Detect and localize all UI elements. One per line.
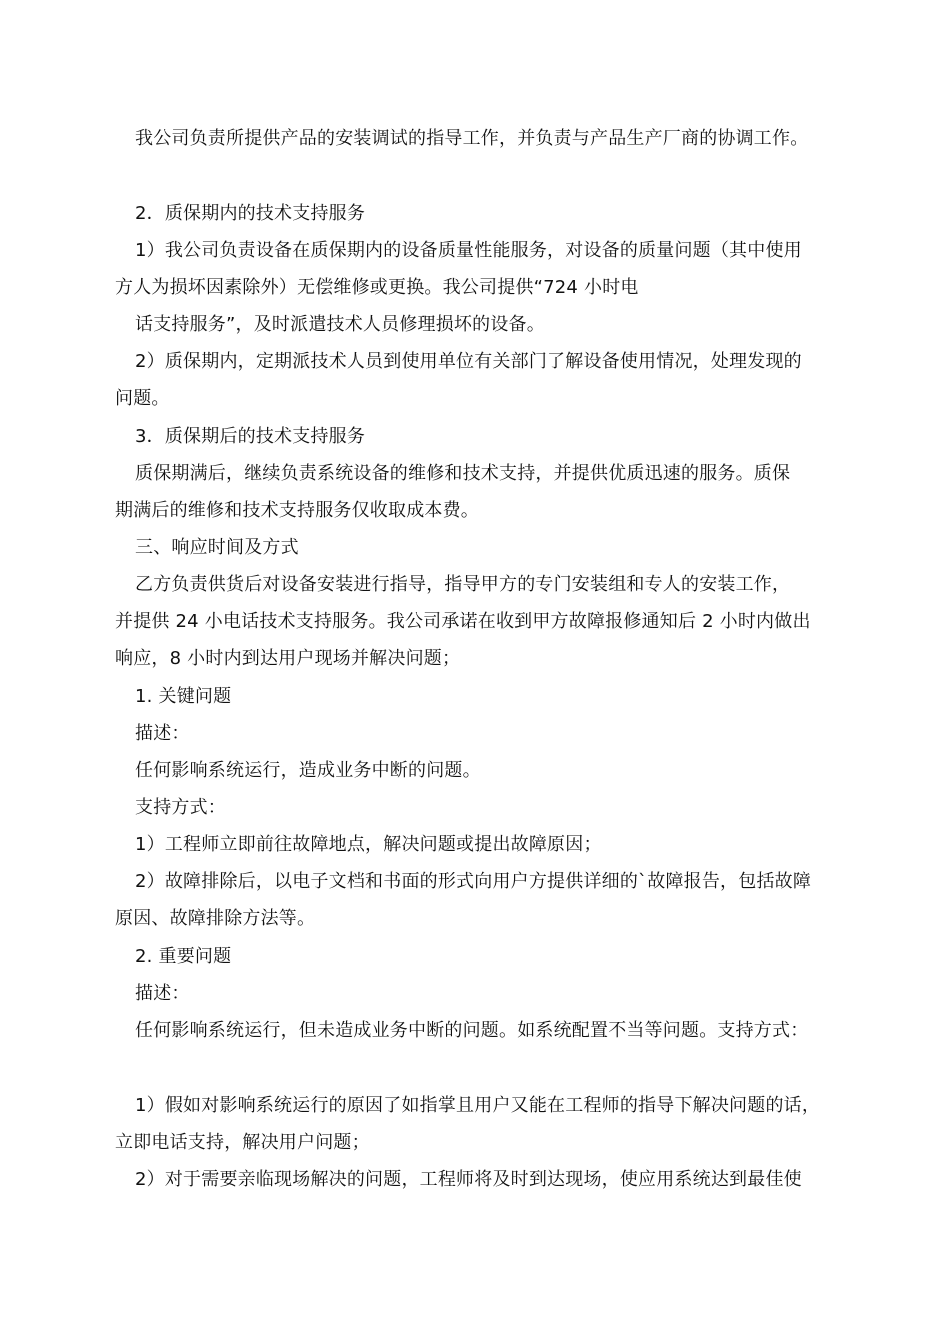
paragraph-line: 描述： [135,723,190,744]
paragraph-line: 2）对于需要亲临现场解决的问题，工程师将及时到达现场，使应用系统达到最佳使 [135,1169,802,1190]
paragraph-line: 质保期满后，继续负责系统设备的维修和技术支持，并提供优质迅速的服务。质保 [135,463,791,484]
section-heading: 3．质保期后的技术支持服务 [135,426,366,447]
paragraph-line: 并提供 24 小电话技术支持服务。我公司承诺在收到甲方故障报修通知后 2 小时内做出 [115,611,811,632]
paragraph-line: 任何影响系统运行，但未造成业务中断的问题。如系统配置不当等问题。支持方式： [135,1020,809,1041]
paragraph-line: 1）工程师立即前往故障地点，解决问题或提出故障原因； [135,834,602,855]
paragraph-line: 描述： [135,983,190,1004]
paragraph-line: 响应，8 小时内到达用户现场并解决问题； [115,648,461,669]
paragraph-line: 支持方式： [135,797,226,818]
paragraph-line: 立即电话支持，解决用户问题； [115,1132,370,1153]
paragraph-line: 1）假如对影响系统运行的原因了如指掌且用户又能在工程师的指导下解决问题的话， [135,1095,821,1116]
paragraph-line: 话支持服务”，及时派遣技术人员修理损坏的设备。 [135,314,545,335]
paragraph-line: 任何影响系统运行，造成业务中断的问题。 [135,760,481,781]
subsection-heading: 1. 关键问题 [135,686,232,707]
section-heading: 三、响应时间及方式 [135,537,299,558]
paragraph-line: 2）故障排除后，以电子文档和书面的形式向用户方提供详细的`故障报告，包括故障 [135,871,812,892]
paragraph-line: 原因、故障排除方法等。 [115,908,316,929]
paragraph-line: 2）质保期内，定期派技术人员到使用单位有关部门了解设备使用情况，处理发现的 [135,351,802,372]
paragraph-line: 1）我公司负责设备在质保期内的设备质量性能服务，对设备的质量问题（其中使用 [135,240,802,261]
section-heading: 2．质保期内的技术支持服务 [135,203,366,224]
paragraph-line: 方人为损坏因素除外）无偿维修或更换。我公司提供“724 小时电 [115,277,639,298]
paragraph-line: 我公司负责所提供产品的安装调试的指导工作，并负责与产品生产厂商的协调工作。 [135,128,809,149]
paragraph-line: 期满后的维修和技术支持服务仅收取成本费。 [115,500,479,521]
paragraph-line: 乙方负责供货后对设备安装进行指导，指导甲方的专门安装组和专人的安装工作， [135,574,791,595]
paragraph-line: 问题。 [115,388,170,409]
subsection-heading: 2. 重要问题 [135,946,232,967]
